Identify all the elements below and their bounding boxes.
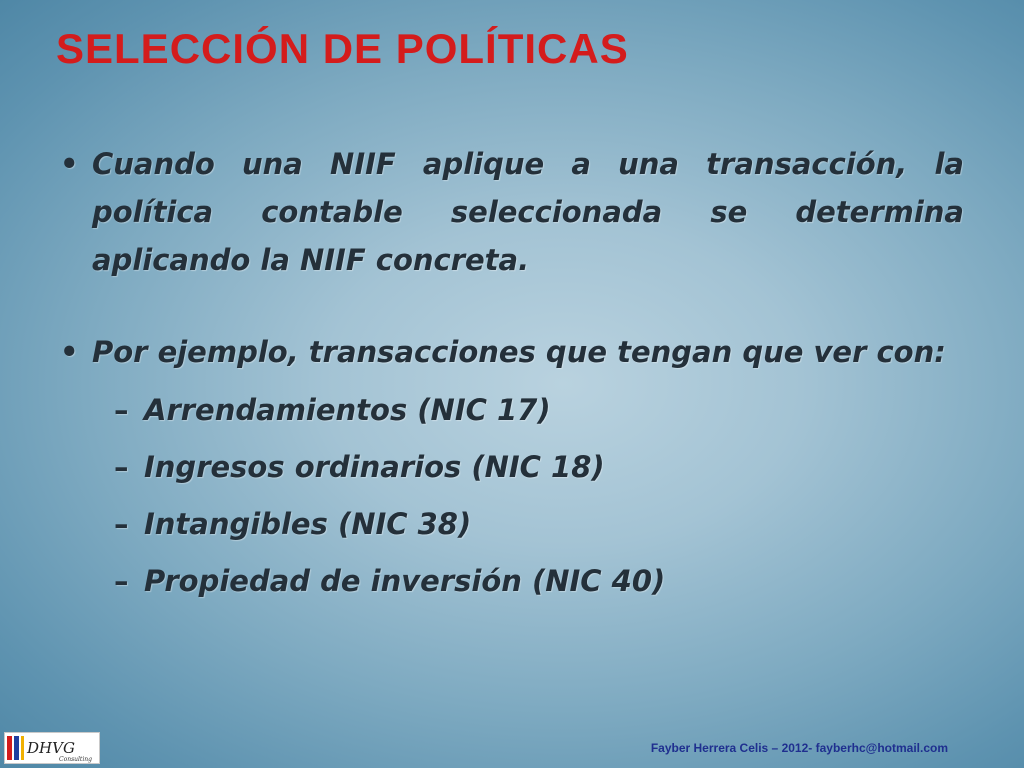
sub-item-text: Arrendamientos (NIC 17) <box>144 393 551 427</box>
bullet-text: Por ejemplo, transacciones que tengan que ver con: <box>92 335 946 369</box>
bullet-marker: • <box>60 147 79 181</box>
company-logo <box>4 732 100 764</box>
dash-marker: – <box>114 564 129 598</box>
sub-item <box>60 553 964 610</box>
sub-item <box>60 382 964 439</box>
sub-item <box>60 496 964 553</box>
sub-item-text: Propiedad de inversión (NIC 40) <box>144 564 666 598</box>
sub-item-text: Ingresos ordinarios (NIC 18) <box>144 450 605 484</box>
footer-credit: Fayber Herrera Celis – 2012- fayberhc@hotmail.com <box>650 741 948 755</box>
dash-marker: – <box>114 507 129 541</box>
dash-marker: – <box>114 450 129 484</box>
dash-marker: – <box>114 393 129 427</box>
bullet-marker: • <box>60 335 79 369</box>
logo-stripe-yellow <box>21 736 24 760</box>
slide-content <box>60 140 964 610</box>
bullet-item <box>60 328 964 376</box>
bullet-text: Cuando una NIIF aplique a una transacción, la política contable seleccionada se determina aplicando la NIIF concreta. <box>92 147 964 277</box>
slide-title: SELECCIÓN DE POLÍTICAS <box>56 25 629 72</box>
sub-list <box>60 382 964 610</box>
sub-item <box>60 439 964 496</box>
sub-item-text: Intangibles (NIC 38) <box>144 507 472 541</box>
bullet-item <box>60 140 964 284</box>
logo-stripe-blue <box>14 736 19 760</box>
dhvg-logo-icon <box>5 733 99 763</box>
logo-stripe-red <box>7 736 12 760</box>
logo-subtext: Consulting <box>59 756 92 763</box>
logo-text: DHVG <box>27 739 75 757</box>
